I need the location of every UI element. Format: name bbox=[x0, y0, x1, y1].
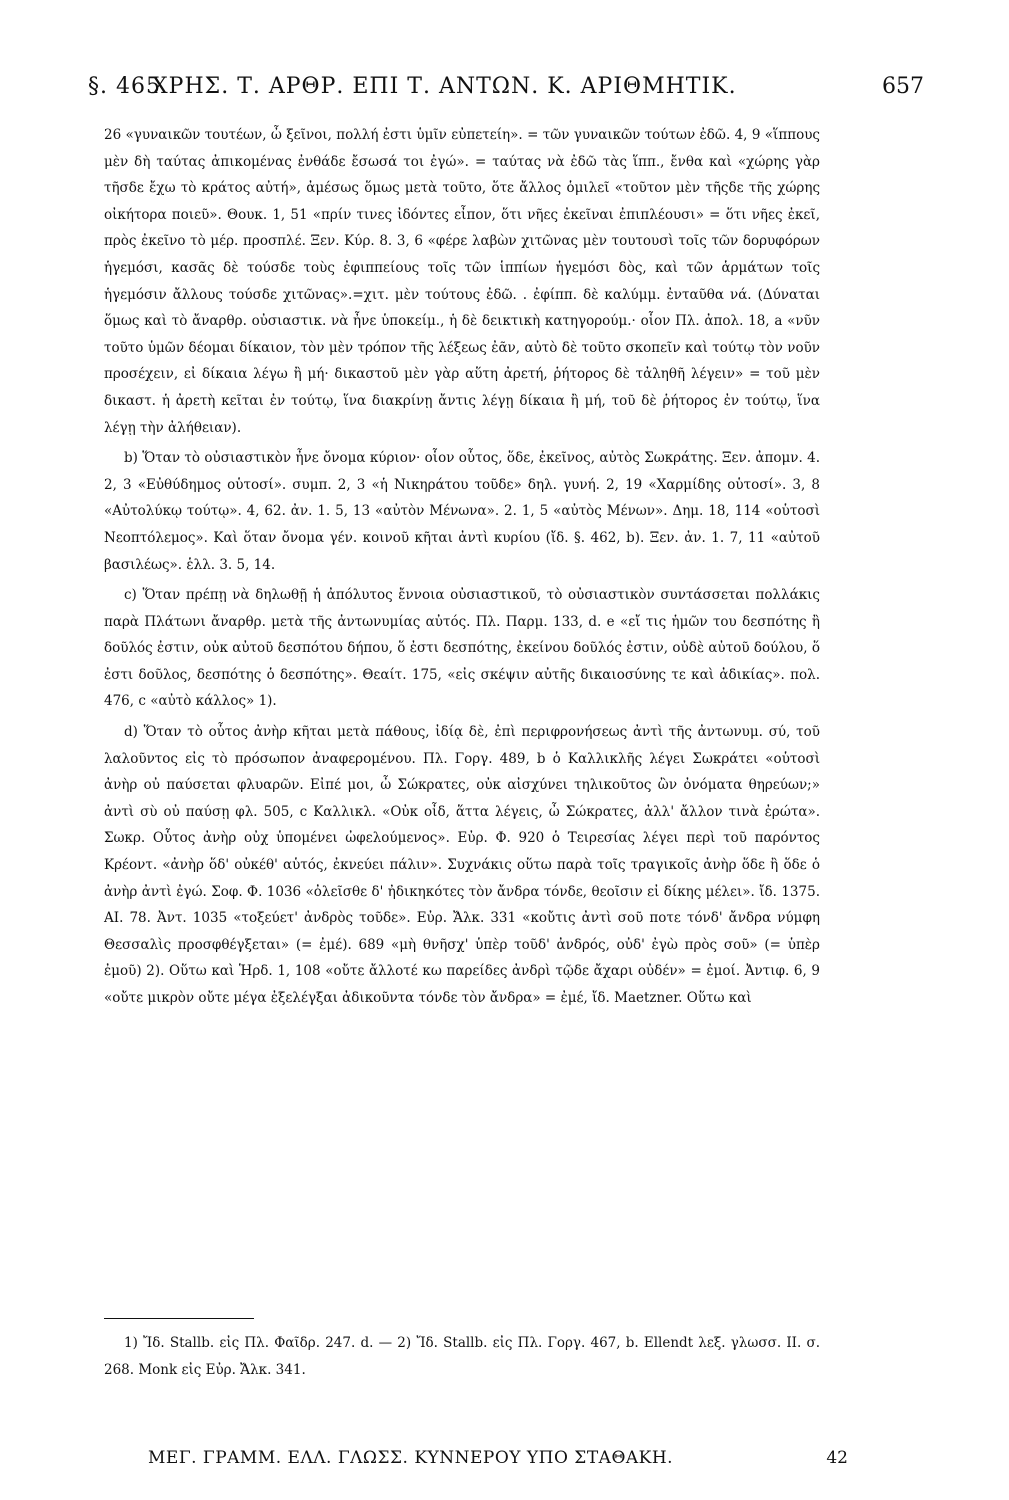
main-text bbox=[104, 122, 820, 1012]
printer-footer bbox=[148, 1448, 848, 1478]
running-title: ΧΡΗΣ. Τ. ΑΡΘΡ. ΕΠΙ Τ. ΑΝΤΩΝ. Κ. ΑΡΙΘΜΗΤΙΚ. bbox=[152, 74, 737, 99]
running-header bbox=[88, 68, 924, 108]
footer-book-title: ΜΕΓ. ΓΡΑΜΜ. ΕΛΛ. ΓΛΩΣΣ. ΚΥΝΝΕΡΟΥ ΥΠΟ ΣΤΑΘΑΚΗ. bbox=[148, 1448, 674, 1468]
paragraph-a-continuation: 26 «γυναικῶν τουτέων, ὦ ξεῖνοι, πολλή ἐστι ὑμῖν εὐπετείη». = τῶν γυναικῶν τούτων ἐδῶ. 4, 9 «ἵππους μὲν δὴ ταύτας ἀπικομένας ἐνθάδε ἔσωσά τοι ἐγώ». = ταύτας νὰ ἐδῶ τὰς ἵππ., ἔνθα καὶ «χώρης γὰρ τῆσδε ἔχω τὸ κράτος αὐτή», ἀμέσως ὅμως μετὰ τοῦτο, ὅτε ἄλλος ὁμιλεῖ «τοῦτον μὲν τῆςδε τῆς χώρης οἰκήτορα ποιεῦ». Θουκ. 1, 51 «πρίν τινες ἰδόντες εἶπον, ὅτι νῆες ἐκεῖναι ἐπιπλέουσι» = ὅτι νῆες ἐκεῖ, πρὸς ἐκεῖνο τὸ μέρ. προσπλέ. Ξεν. Κύρ. 8. 3, 6 «φέρε λαβὼν χιτῶνας μὲν τουτουσὶ τοῖς τῶν δορυφόρων ἡγεμόσι, κασᾶς δὲ τούσδε τοὺς ἐφιππείους τοῖς τῶν ἱππίων ἡγεμόσι δὸς, καὶ τῶν ἁρμάτων τοῖς ἡγεμόσιν ἄλλους τούσδε χιτῶνας».=χιτ. μὲν τούτους ἐδῶ. . ἐφίππ. δὲ καλύμμ. ἐνταῦθα νά. (Δύναται ὅμως καὶ τὸ ἄναρθρ. οὐσιαστικ. νὰ ἦνε ὑποκείμ., ἡ δὲ δεικτικὴ κατηγορούμ.· οἷον Πλ. ἀπολ. 18, a «νῦν τοῦτο ὑμῶν δέομαι δίκαιον, τὸν μὲν τρόπον τῆς λέξεως ἐᾶν, αὐτὸ δὲ τοῦτο σκοπεῖν καὶ τούτῳ τὸν νοῦν προσέχειν, εἰ δίκαια λέγω ἢ μή· δικαστοῦ μὲν γὰρ αὕτη ἀρετή, ῥήτορος δὲ τἀληθῆ λέγειν» = τοῦ μὲν δικαστ. ἡ ἀρετὴ κεῖται ἐν τούτῳ, ἵνα διακρίνῃ ἄντις λέγῃ δίκαια ἢ μή, τοῦ δὲ ῥήτορος ἐν τούτῳ, ἵνα λέγῃ τὴν ἀλήθειαν). bbox=[104, 127, 820, 436]
signature-mark: 42 bbox=[826, 1448, 848, 1468]
paragraph-b: b) Ὅταν τὸ οὐσιαστικὸν ἦνε ὄνομα κύριον· οἷον οὗτος, ὅδε, ἐκεῖνος, αὐτὸς Σωκράτης. Ξεν. ἀπομν. 4. 2, 3 «Εὐθύδημος οὑτοσί». συμπ. 2, 3 «ἡ Νικηράτου τοῦδε» δηλ. γυνή. 2, 19 «Χαρμίδης οὑτοσί». 3, 8 «Αὐτολύκῳ τούτῳ». 4, 62. ἀν. 1. 5, 13 «αὐτὸν Μένωνα». 2. 1, 5 «αὐτὸς Μένων». Δημ. 18, 114 «οὑτοσὶ Νεοπτόλεμος». Καὶ ὅταν ὄνομα γέν. κοινοῦ κῆται ἀντὶ κυρίου (ἴδ. §. 462, b). Ξεν. ἀν. 1. 7, 11 «αὐτοῦ βασιλέως». ἑλλ. 3. 5, 14. bbox=[104, 450, 820, 573]
paragraph-c: c) Ὅταν πρέπῃ νὰ δηλωθῇ ἡ ἀπόλυτος ἔννοια οὐσιαστικοῦ, τὸ οὐσιαστικὸν συντάσσεται πολλάκις παρὰ Πλάτωνι ἄναρθρ. μετὰ τῆς ἀντωνυμίας αὐτός. Πλ. Παρμ. 133, d. e «εἴ τις ἡμῶν του δεσπότης ἢ δοῦλός ἐστιν, οὐκ αὐτοῦ δεσπότου δήπου, ὅ ἐστι δεσπότης, ἐκείνου δοῦλός ἐστιν, οὐδὲ αὐτοῦ δούλου, ὅ ἐστι δοῦλος, δεσπότης ὁ δεσπότης». Θεαίτ. 175, «εἰς σκέψιν αὐτῆς δικαιοσύνης τε καὶ ἀδικίας». πολ. 476, c «αὐτὸ κάλλος» 1). bbox=[104, 587, 820, 710]
footnote-text: 1) Ἴδ. Stallb. εἰς Πλ. Φαῖδρ. 247. d. — 2) Ἴδ. Stallb. εἰς Πλ. Γοργ. 467, b. Ellendt λεξ. γλωσσ. II. σ. 268. Monk εἰς Εὐρ. Ἄλκ. 341. bbox=[104, 1335, 820, 1378]
section-number: §. 465 bbox=[88, 74, 161, 99]
footnotes bbox=[104, 1330, 820, 1384]
footnote-divider bbox=[104, 1318, 254, 1319]
paragraph-d: d) Ὅταν τὸ οὗτος ἀνὴρ κῆται μετὰ πάθους, ἰδίᾳ δὲ, ἐπὶ περιφρονήσεως ἀντὶ τῆς ἀντωνυμ. σύ, τοῦ λαλοῦντος εἰς τὸ πρόσωπον ἀναφερομένου. Πλ. Γοργ. 489, b ὁ Καλλικλῆς λέγει Σωκράτει «οὑτοσὶ ἀνὴρ οὐ παύσεται φλυαρῶν. Εἰπέ μοι, ὦ Σώκρατες, οὐκ αἰσχύνει τηλικοῦτος ὢν ὀνόματα θηρεύων;» ἀντὶ σὺ οὐ παύσῃ φλ. 505, c Καλλικλ. «Οὐκ οἶδ, ἅττα λέγεις, ὦ Σώκρατες, ἀλλ' ἄλλον τινὰ ἐρώτα». Σωκρ. Οὗτος ἀνὴρ οὐχ ὑπομένει ὠφελούμενος». Εὐρ. Φ. 920 ὁ Τειρεσίας λέγει περὶ τοῦ παρόντος Κρέοντ. «ἀνὴρ ὅδ' οὐκέθ' αὑτός, ἐκνεύει πάλιν». Συχνάκις οὕτω παρὰ τοῖς τραγικοῖς ἀνὴρ ὅδε ἢ ὅδε ὁ ἀνὴρ ἀντὶ ἐγώ. Σοφ. Φ. 1036 «ὀλεῖσθε δ' ἠδικηκότες τὸν ἄνδρα τόνδε, θεοῖσιν εἰ δίκης μέλει». ἴδ. 1375. ΑΙ. 78. Ἀντ. 1035 «τοξεύετ' ἀνδρὸς τοῦδε». Εὐρ. Ἄλκ. 331 «κοὔτις ἀντὶ σοῦ ποτε τόνδ' ἄνδρα νύμφη Θεσσαλὶς προσφθέγξεται» (= ἐμέ). 689 «μὴ θνῆσχ' ὑπὲρ τοῦδ' ἀνδρός, οὐδ' ἐγὼ πρὸς σοῦ» (= ὑπὲρ ἐμοῦ) 2). Οὕτω καὶ Ἡρδ. 1, 108 «οὔτε ἄλλοτέ κω παρείδες ἀνδρὶ τῷδε ἄχαρι οὐδέν» = ἐμοί. Ἀντιφ. 6, 9 «οὔτε μικρὸν οὔτε μέγα ἐξελέγξαι ἀδικοῦντα τόνδε τὸν ἄνδρα» = ἐμέ, ἴδ. Maetzner. Οὕτω καὶ bbox=[104, 724, 820, 1006]
page-number: 657 bbox=[882, 74, 924, 99]
